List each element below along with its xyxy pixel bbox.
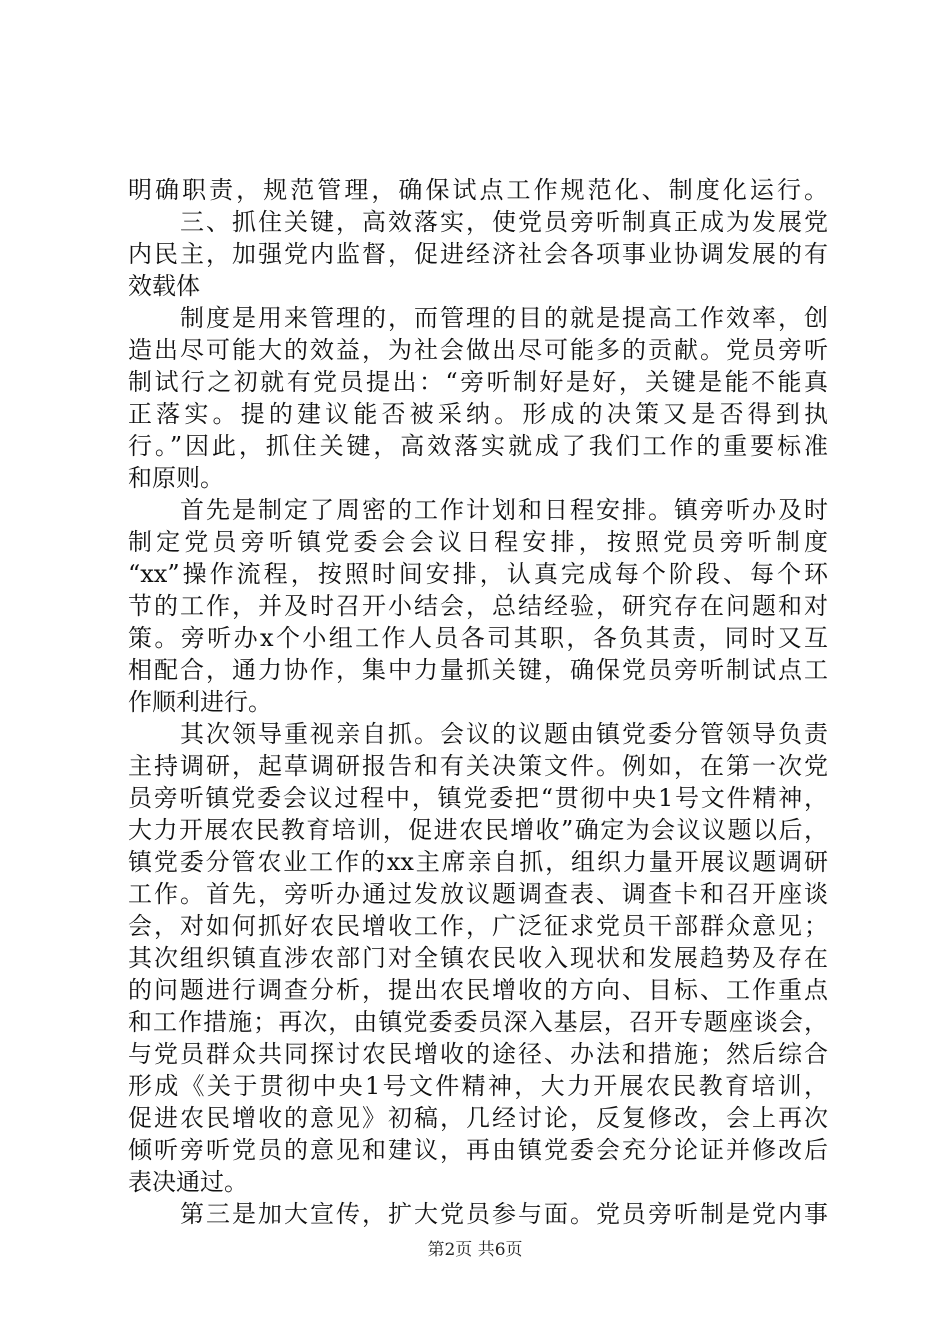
text-line: 主持调研，起草调研报告和有关决策文件。例如，在第一次党	[128, 752, 828, 780]
text-line: “xx”操作流程，按照时间安排，认真完成每个阶段、每个环	[128, 560, 828, 588]
text-line: 的问题进行调查分析，提出农民增收的方向、目标、工作重点	[128, 976, 828, 1004]
section-heading-line: 三、抓住关键，高效落实，使党员旁听制真正成为发展党	[180, 208, 828, 236]
text-line: 表决通过。	[128, 1168, 248, 1196]
text-line: 策。旁听办x个小组工作人员各司其职，各负其责，同时又互	[128, 624, 828, 652]
text-line: 明确职责，规范管理，确保试点工作规范化、制度化运行。	[128, 176, 828, 204]
text-line: 与党员群众共同探讨农民增收的途径、办法和措施；然后综合	[128, 1040, 828, 1068]
text-line: 制定党员旁听镇党委会会议日程安排，按照党员旁听制度	[128, 528, 828, 556]
text-line: 相配合，通力协作，集中力量抓关键，确保党员旁听制试点工	[128, 656, 828, 684]
text-line: 其次领导重视亲自抓。会议的议题由镇党委分管领导负责	[180, 720, 828, 748]
text-line: 正落实。提的建议能否被采纳。形成的决策又是否得到执	[128, 400, 828, 428]
text-line: 造出尽可能大的效益，为社会做出尽可能多的贡献。党员旁听	[128, 336, 828, 364]
section-heading-line: 内民主，加强党内监督，促进经济社会各项事业协调发展的有	[128, 240, 828, 268]
text-line: 和工作措施；再次，由镇党委委员深入基层，召开专题座谈会，	[128, 1008, 828, 1036]
text-line: 节的工作，并及时召开小结会，总结经验，研究存在问题和对	[128, 592, 828, 620]
document-body	[128, 174, 828, 1230]
text-line: 工作。首先，旁听办通过发放议题调查表、调查卡和召开座谈	[128, 880, 828, 908]
text-line: 镇党委分管农业工作的xx主席亲自抓，组织力量开展议题调研	[128, 848, 828, 876]
section-heading-line: 效载体	[128, 272, 200, 300]
text-line: 员旁听镇党委会议过程中，镇党委把“贯彻中央1号文件精神，	[128, 784, 828, 812]
page-number-footer: 第2页 共6页	[427, 1240, 523, 1260]
text-line: 行。”因此，抓住关键，高效落实就成了我们工作的重要标准	[128, 432, 828, 460]
text-line: 制度是用来管理的，而管理的目的就是提高工作效率，创	[180, 304, 828, 332]
text-line: 第三是加大宣传，扩大党员参与面。党员旁听制是党内事	[180, 1200, 828, 1228]
text-line: 作顺利进行。	[128, 688, 272, 716]
text-line: 和原则。	[128, 464, 224, 492]
text-line: 倾听旁听党员的意见和建议，再由镇党委会充分论证并修改后	[128, 1136, 828, 1164]
text-line: 促进农民增收的意见》初稿，几经讨论，反复修改，会上再次	[128, 1104, 828, 1132]
text-line: 形成《关于贯彻中央1号文件精神，大力开展农民教育培训，	[128, 1072, 828, 1100]
text-line: 制试行之初就有党员提出：“旁听制好是好，关键是能不能真	[128, 368, 828, 396]
text-line: 首先是制定了周密的工作计划和日程安排。镇旁听办及时	[180, 496, 828, 524]
text-line: 其次组织镇直涉农部门对全镇农民收入现状和发展趋势及存在	[128, 944, 828, 972]
text-line: 大力开展农民教育培训，促进农民增收”确定为会议议题以后，	[128, 816, 828, 844]
text-line: 会，对如何抓好农民增收工作，广泛征求党员干部群众意见；	[128, 912, 828, 940]
